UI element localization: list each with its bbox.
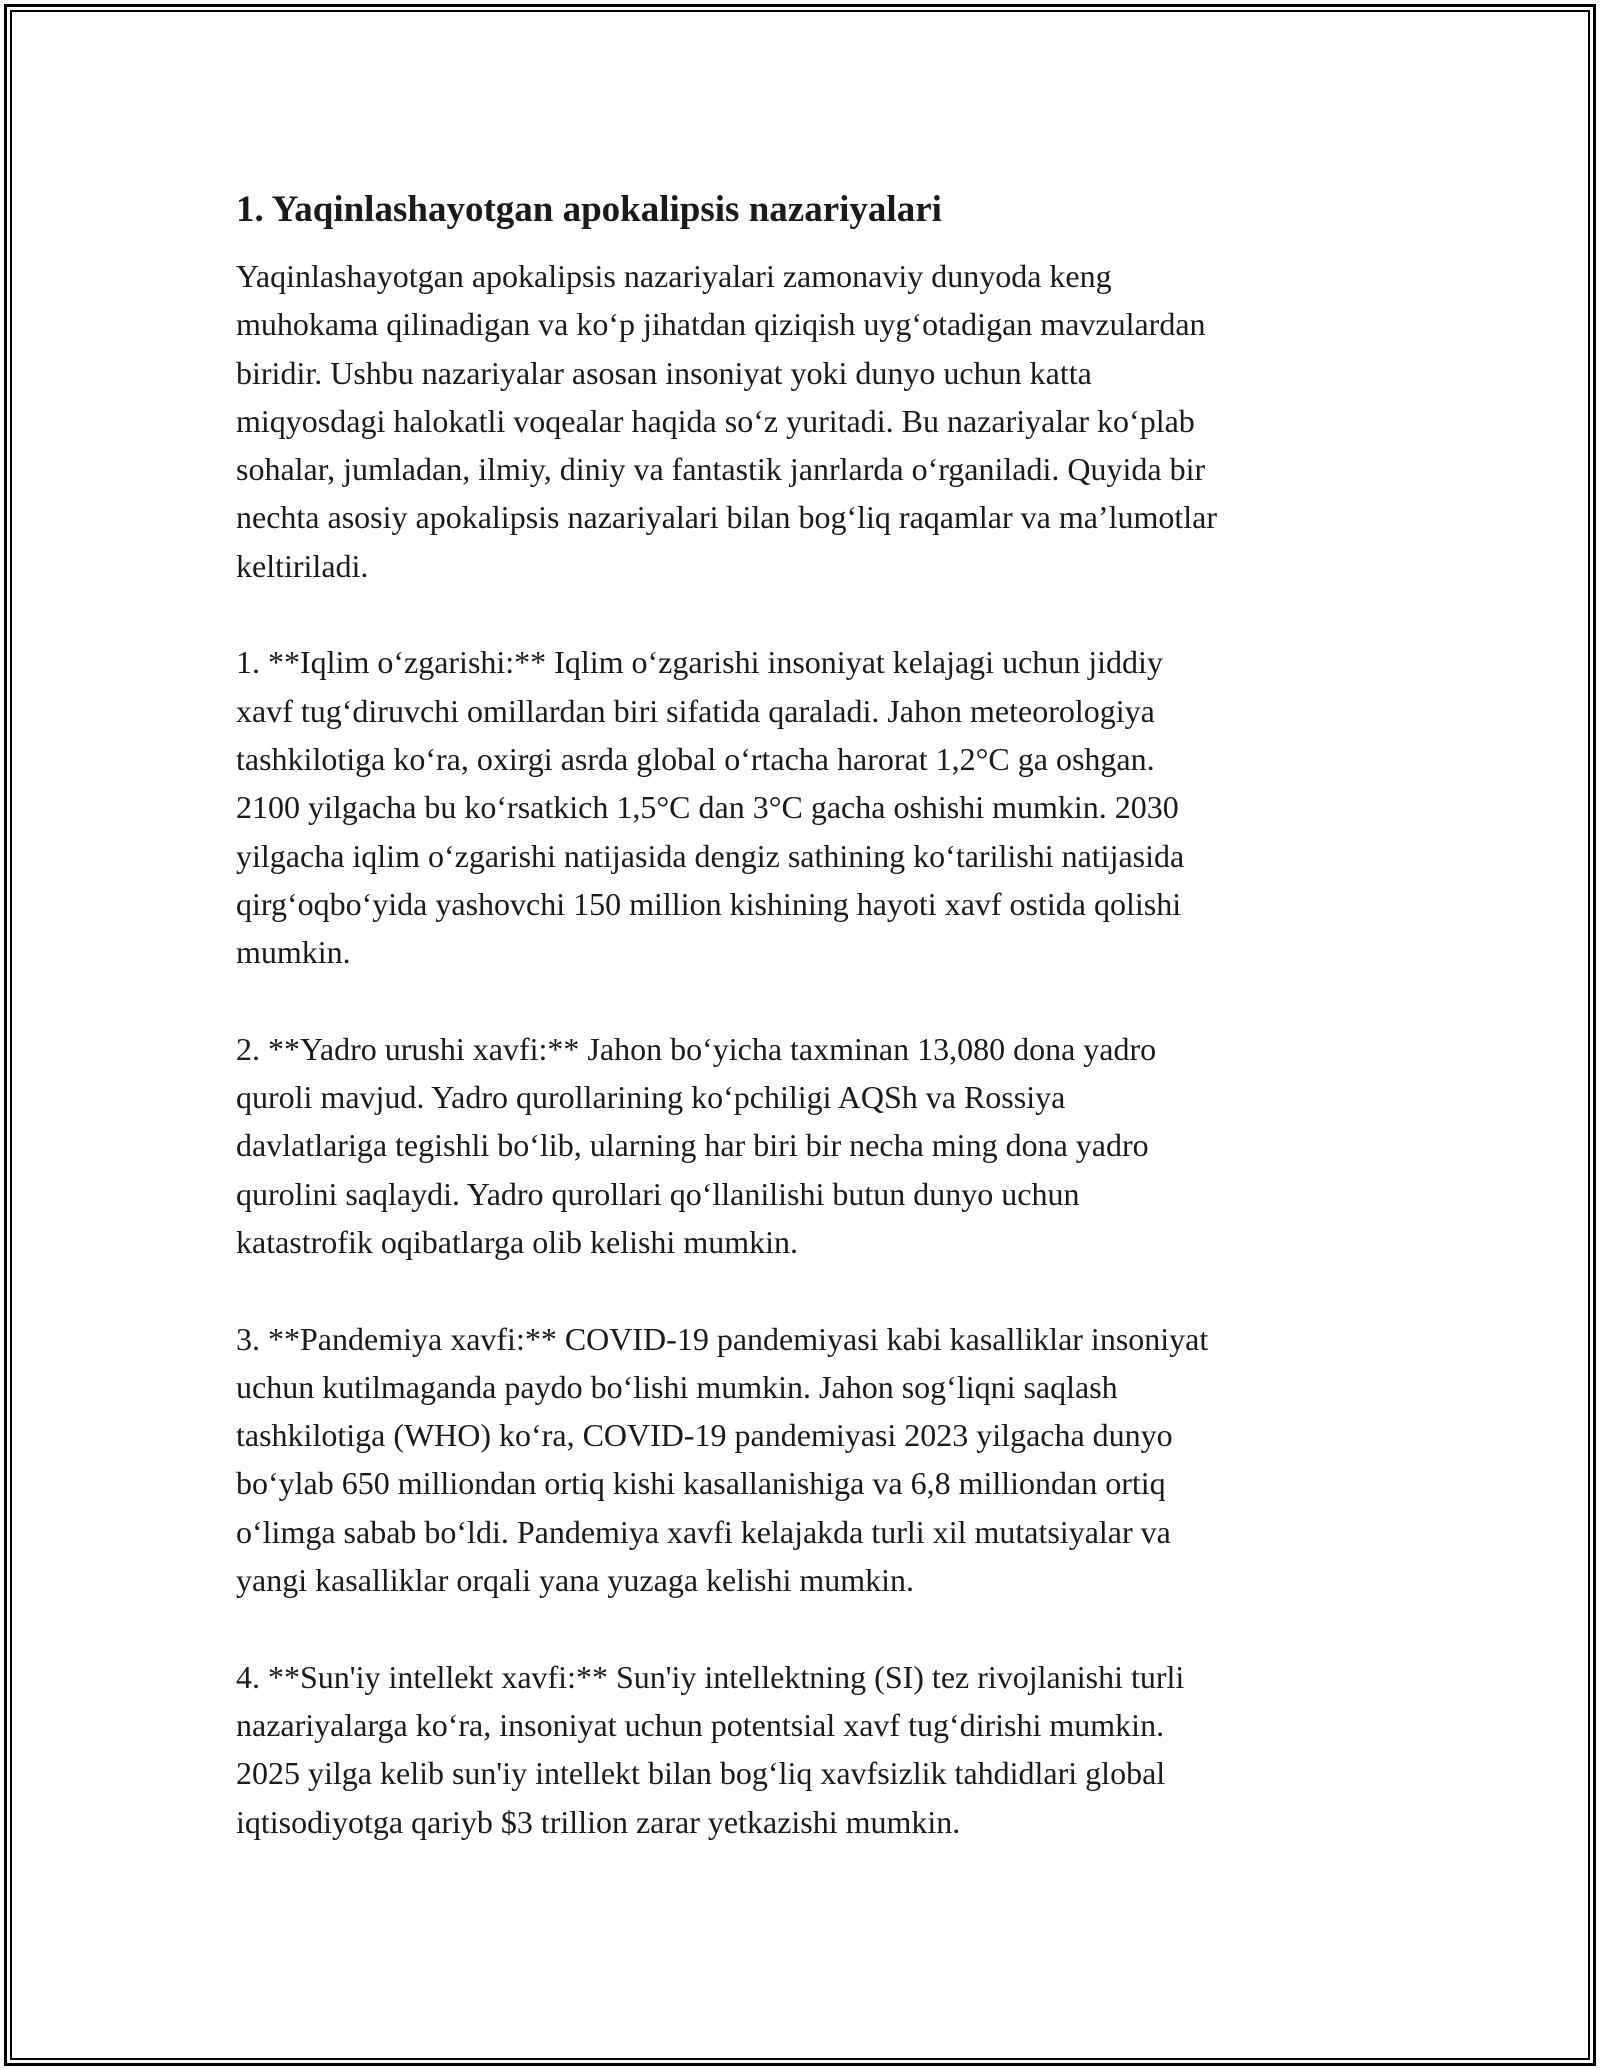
- text-line: 2025 yilga kelib sun'iy intellekt bilan bogʻliq xavfsizlik tahdidlari global: [236, 1755, 1166, 1792]
- text-line: boʻylab 650 milliondan ortiq kishi kasallanishiga va 6,8 milliondan ortiq: [236, 1465, 1166, 1502]
- text-line: nechta asosiy apokalipsis nazariyalari bilan bogʻliq raqamlar va maʼlumotlar: [236, 499, 1217, 536]
- text-line: tashkilotiga (WHO) koʻra, COVID-19 pandemiyasi 2023 yilgacha dunyo: [236, 1417, 1173, 1454]
- intro-paragraph: [236, 252, 1364, 590]
- text-line: muhokama qilinadigan va koʻp jihatdan qiziqish uygʻotadigan mavzulardan: [236, 306, 1206, 343]
- text-line: 4. **Sun'iy intellekt xavfi:** Sun'iy intellektning (SI) tez rivojlanishi turli: [236, 1658, 1185, 1695]
- text-line: mumkin.: [236, 934, 351, 971]
- text-line: oʻlimga sabab boʻldi. Pandemiya xavfi kelajakda turli xil mutatsiyalar va: [236, 1513, 1171, 1550]
- climate-change-paragraph: [236, 638, 1364, 976]
- ai-risk-paragraph: [236, 1653, 1364, 1846]
- pandemic-paragraph: [236, 1315, 1364, 1605]
- text-line: keltiriladi.: [236, 547, 369, 584]
- text-line: sohalar, jumladan, ilmiy, diniy va fantastik janrlarda oʻrganiladi. Quyida bir: [236, 451, 1206, 488]
- section-heading: 1. Yaqinlashayotgan apokalipsis nazariyalari: [236, 189, 942, 230]
- text-line: yangi kasalliklar orqali yana yuzaga kelishi mumkin.: [236, 1562, 915, 1599]
- text-line: 1. **Iqlim oʻzgarishi:** Iqlim oʻzgarishi insoniyat kelajagi uchun jiddiy: [236, 644, 1163, 681]
- document-body: [236, 186, 1364, 1894]
- text-line: yilgacha iqlim oʻzgarishi natijasida dengiz sathining koʻtarilishi natijasida: [236, 837, 1185, 874]
- text-line: biridir. Ushbu nazariyalar asosan insoniyat yoki dunyo uchun katta: [236, 354, 1092, 391]
- text-line: 2100 yilgacha bu koʻrsatkich 1,5°C dan 3°C gacha oshishi mumkin. 2030: [236, 789, 1179, 826]
- text-line: nazariyalarga koʻra, insoniyat uchun potentsial xavf tugʻdirishi mumkin.: [236, 1706, 1165, 1743]
- text-line: qirgʻoqboʻyida yashovchi 150 million kishining hayoti xavf ostida qolishi: [236, 885, 1182, 922]
- text-line: quroli mavjud. Yadro qurollarining koʻpchiligi AQSh va Rossiya: [236, 1079, 1066, 1116]
- text-line: uchun kutilmaganda paydo boʻlishi mumkin. Jahon sogʻliqni saqlash: [236, 1368, 1118, 1405]
- text-line: Yaqinlashayotgan apokalipsis nazariyalari zamonaviy dunyoda keng: [236, 258, 1112, 294]
- text-line: 2. **Yadro urushi xavfi:** Jahon boʻyicha taxminan 13,080 dona yadro: [236, 1030, 1157, 1067]
- text-line: miqyosdagi halokatli voqealar haqida soʻz yuritadi. Bu nazariyalar koʻplab: [236, 402, 1195, 439]
- text-line: iqtisodiyotga qariyb $3 trillion zarar yetkazishi mumkin.: [236, 1803, 961, 1840]
- text-line: qurolini saqlaydi. Yadro qurollari qoʻllanilishi butun dunyo uchun: [236, 1175, 1080, 1212]
- nuclear-war-paragraph: [236, 1025, 1364, 1266]
- text-line: xavf tugʻdiruvchi omillardan biri sifatida qaraladi. Jahon meteorologiya: [236, 692, 1155, 729]
- text-line: tashkilotiga koʻra, oxirgi asrda global oʻrtacha harorat 1,2°C ga oshgan.: [236, 740, 1155, 777]
- text-line: 3. **Pandemiya xavfi:** COVID-19 pandemiyasi kabi kasalliklar insoniyat: [236, 1320, 1209, 1357]
- text-line: davlatlariga tegishli boʻlib, ularning har biri bir necha ming dona yadro: [236, 1127, 1149, 1164]
- text-line: katastrofik oqibatlarga olib kelishi mumkin.: [236, 1223, 798, 1260]
